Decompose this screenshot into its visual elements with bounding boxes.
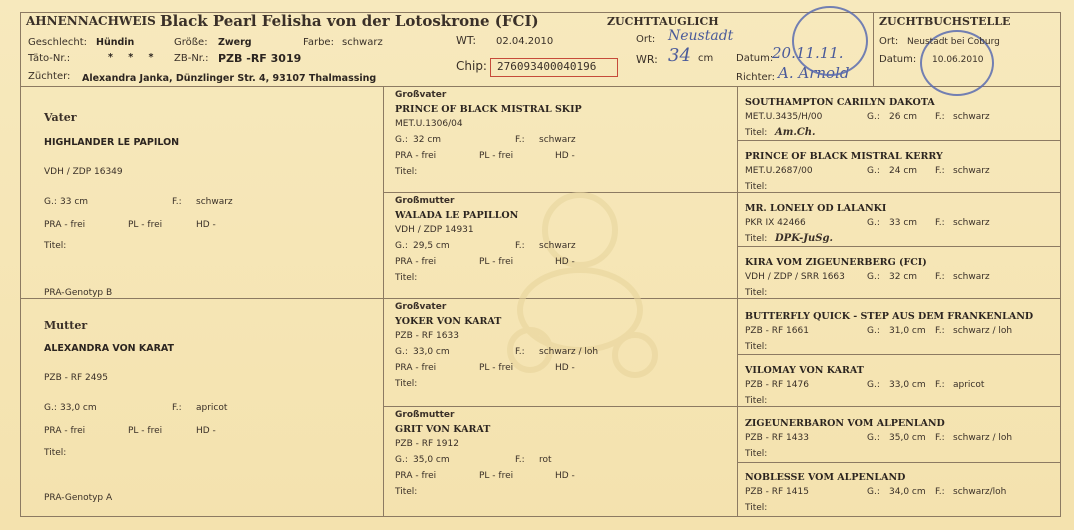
great-grandparent-g-value: 24 cm xyxy=(889,166,918,176)
mutter-f-label: F.: xyxy=(172,403,182,413)
grandparent-reg: VDH / ZDP 14931 xyxy=(395,225,474,235)
great-grandparent-titel: Titel: xyxy=(745,342,768,352)
great-grandparent-g-label: G.: xyxy=(867,112,880,122)
watermark-logo xyxy=(470,170,690,390)
great-grandparent-g-value: 32 cm xyxy=(889,272,918,282)
grandparent-pra: PRA - frei xyxy=(395,151,437,161)
ggp-divider-5 xyxy=(737,354,1060,355)
col-divider-1 xyxy=(383,86,384,516)
grandparent-reg: MET.U.1306/04 xyxy=(395,119,463,129)
grandparent-f-value: rot xyxy=(539,455,552,465)
great-grandparent-g-label: G.: xyxy=(867,218,880,228)
zb-value: PZB -RF 3019 xyxy=(218,52,302,65)
great-grandparent-f-label: F.: xyxy=(935,487,945,497)
parent-divider xyxy=(20,298,383,299)
grandparent-f-label: F.: xyxy=(515,347,525,357)
grandparent-pra: PRA - frei xyxy=(395,471,437,481)
vater-f-value: schwarz xyxy=(196,197,233,207)
ggp-divider-7 xyxy=(737,462,1060,463)
great-grandparent-name: ZIGEUNERBARON VOM ALPENLAND xyxy=(745,418,945,429)
great-grandparent-f-label: F.: xyxy=(935,272,945,282)
wt-label: WT: xyxy=(456,34,477,47)
vater-titel: Titel: xyxy=(44,241,67,251)
grandparent-pl: PL - frei xyxy=(479,151,514,161)
great-grandparent-f-label: F.: xyxy=(935,326,945,336)
great-grandparent-reg: PKR IX 42466 xyxy=(745,218,806,228)
great-grandparent-g-label: G.: xyxy=(867,166,880,176)
great-grandparent-name: PRINCE OF BLACK MISTRAL KERRY xyxy=(745,151,943,162)
mutter-hd: HD - xyxy=(196,426,216,436)
grandparent-titel: Titel: xyxy=(395,487,418,497)
grandparent-role: Großvater xyxy=(395,90,447,100)
ggp-divider-4 xyxy=(737,298,1060,299)
grandparent-hd: HD - xyxy=(555,471,575,481)
ggp-divider-1 xyxy=(737,140,1060,141)
great-grandparent-titel-value: Am.Ch. xyxy=(775,127,816,138)
mutter-g-label: G.: xyxy=(44,403,57,413)
grandparent-f-value: schwarz / loh xyxy=(539,347,599,357)
frame-bottom xyxy=(20,516,1061,517)
club-stamp-1 xyxy=(792,6,868,76)
vater-g-value: 33 cm xyxy=(60,197,89,207)
vater-genotyp: PRA-Genotyp B xyxy=(44,288,113,298)
document-title: AHNENNACHWEIS xyxy=(26,14,156,28)
great-grandparent-name: NOBLESSE VOM ALPENLAND xyxy=(745,472,906,483)
zt-wr-label: WR: xyxy=(636,53,658,66)
geschlecht-label: Geschlecht: xyxy=(28,37,88,48)
zt-wr-value: 34 xyxy=(668,45,691,66)
grandparent-titel: Titel: xyxy=(395,379,418,389)
zt-richter-label: Richter: xyxy=(736,72,775,83)
grandparent-f-value: schwarz xyxy=(539,135,576,145)
great-grandparent-reg: MET.U.3435/H/00 xyxy=(745,112,823,122)
chip-value: 276093400040196 xyxy=(497,60,597,73)
grandparent-pra: PRA - frei xyxy=(395,363,437,373)
grandparent-f-label: F.: xyxy=(515,455,525,465)
zt-ort-label: Ort: xyxy=(636,34,656,45)
mutter-reg: PZB - RF 2495 xyxy=(44,373,108,383)
grandparent-g-label: G.: xyxy=(395,241,408,251)
header-divider xyxy=(20,86,1060,87)
mutter-heading: Mutter xyxy=(44,319,88,332)
zb-label: ZB-Nr.: xyxy=(174,53,209,64)
grandparent-pra: PRA - frei xyxy=(395,257,437,267)
great-grandparent-titel: Titel: xyxy=(745,234,768,244)
great-grandparent-reg: PZB - RF 1476 xyxy=(745,380,809,390)
great-grandparent-f-label: F.: xyxy=(935,380,945,390)
wt-value: 02.04.2010 xyxy=(496,36,554,47)
great-grandparent-titel: Titel: xyxy=(745,182,768,192)
grandparent-g-label: G.: xyxy=(395,135,408,145)
geschlecht-value: Hündin xyxy=(96,37,135,48)
great-grandparent-titel: Titel: xyxy=(745,396,768,406)
grandparent-reg: PZB - RF 1633 xyxy=(395,331,459,341)
great-grandparent-f-value: schwarz xyxy=(953,166,990,176)
great-grandparent-reg: PZB - RF 1661 xyxy=(745,326,809,336)
farbe-label: Farbe: xyxy=(303,37,334,48)
frame-left xyxy=(20,12,21,517)
mutter-pra: PRA - frei xyxy=(44,426,86,436)
vater-cell xyxy=(44,111,77,124)
mutter-pl: PL - frei xyxy=(128,426,163,436)
great-grandparent-f-value: schwarz / loh xyxy=(953,326,1013,336)
great-grandparent-name: VILOMAY VON KARAT xyxy=(745,365,864,376)
grandparent-titel: Titel: xyxy=(395,273,418,283)
vater-f-label: F.: xyxy=(172,197,182,207)
grandparent-g-label: G.: xyxy=(395,455,408,465)
great-grandparent-g-label: G.: xyxy=(867,487,880,497)
grandparent-pl: PL - frei xyxy=(479,471,514,481)
grandparent-titel: Titel: xyxy=(395,167,418,177)
grandparent-f-label: F.: xyxy=(515,241,525,251)
great-grandparent-titel: Titel: xyxy=(745,449,768,459)
great-grandparent-name: SOUTHAMPTON CARILYN DAKOTA xyxy=(745,97,935,108)
grandparent-role: Großmutter xyxy=(395,196,455,206)
vater-pra: PRA - frei xyxy=(44,220,86,230)
great-grandparent-g-value: 35,0 cm xyxy=(889,433,926,443)
grandparent-reg: PZB - RF 1912 xyxy=(395,439,459,449)
zt-datum-value: 20.11.11. xyxy=(772,44,844,62)
zt-ort-value: Neustadt xyxy=(668,28,734,44)
zuchtbuchstelle-title: ZUCHTBUCHSTELLE xyxy=(879,15,1011,28)
mutter-genotyp: PRA-Genotyp A xyxy=(44,493,113,503)
great-grandparent-g-value: 33,0 cm xyxy=(889,380,926,390)
grandparent-f-value: schwarz xyxy=(539,241,576,251)
grandparent-g-value: 29,5 cm xyxy=(413,241,450,251)
great-grandparent-f-value: schwarz xyxy=(953,218,990,228)
great-grandparent-f-label: F.: xyxy=(935,112,945,122)
grandparent-name: GRIT VON KARAT xyxy=(395,424,491,435)
groesse-label: Größe: xyxy=(174,37,208,48)
zb-ort-value: Neustadt bei Coburg xyxy=(907,37,1000,47)
great-grandparent-g-label: G.: xyxy=(867,272,880,282)
great-grandparent-name: BUTTERFLY QUICK - STEP AUS DEM FRANKENLAND xyxy=(745,311,1034,322)
great-grandparent-f-value: schwarz xyxy=(953,272,990,282)
grandparent-name: PRINCE OF BLACK MISTRAL SKIP xyxy=(395,104,582,115)
grandparent-hd: HD - xyxy=(555,257,575,267)
grandparent-hd: HD - xyxy=(555,151,575,161)
taeto-label: Täto-Nr.: xyxy=(28,53,71,64)
great-grandparent-titel: Titel: xyxy=(745,128,768,138)
chip-label: Chip: xyxy=(456,59,487,73)
great-grandparent-g-label: G.: xyxy=(867,380,880,390)
grandparent-f-label: F.: xyxy=(515,135,525,145)
grandparent-g-value: 33,0 cm xyxy=(413,347,450,357)
grandparent-name: WALADA LE PAPILLON xyxy=(395,210,519,221)
great-grandparent-reg: MET.U.2687/00 xyxy=(745,166,813,176)
great-grandparent-g-value: 33 cm xyxy=(889,218,918,228)
mutter-titel: Titel: xyxy=(44,448,67,458)
zb-datum-value: 10.06.2010 xyxy=(932,55,984,65)
grandparent-pl: PL - frei xyxy=(479,257,514,267)
great-grandparent-f-label: F.: xyxy=(935,433,945,443)
great-grandparent-f-label: F.: xyxy=(935,218,945,228)
great-grandparent-reg: VDH / ZDP / SRR 1663 xyxy=(745,272,845,282)
grandparent-pl: PL - frei xyxy=(479,363,514,373)
vater-hd: HD - xyxy=(196,220,216,230)
farbe-value: schwarz xyxy=(342,37,383,48)
great-grandparent-f-label: F.: xyxy=(935,166,945,176)
great-grandparent-titel: Titel: xyxy=(745,503,768,513)
great-grandparent-g-value: 34,0 cm xyxy=(889,487,926,497)
great-grandparent-g-value: 31,0 cm xyxy=(889,326,926,336)
great-grandparent-name: MR. LONELY OD LALANKI xyxy=(745,203,887,214)
grandparent-g-label: G.: xyxy=(395,347,408,357)
zt-richter-value: A. Arnold xyxy=(778,64,850,82)
ggp-divider-6 xyxy=(737,406,1060,407)
vater-heading: Vater xyxy=(44,111,77,124)
great-grandparent-f-value: schwarz / loh xyxy=(953,433,1013,443)
mutter-f-value: apricot xyxy=(196,403,228,413)
zuechter-label: Züchter: xyxy=(28,71,71,82)
great-grandparent-f-value: schwarz/loh xyxy=(953,487,1007,497)
vater-g-label: G.: xyxy=(44,197,57,207)
col-divider-2 xyxy=(737,86,738,516)
groesse-value: Zwerg xyxy=(218,37,252,48)
grandparent-role: Großmutter xyxy=(395,410,455,420)
great-grandparent-f-value: apricot xyxy=(953,380,985,390)
great-grandparent-titel-value: DPK-JuSg. xyxy=(775,233,834,244)
ggp-divider-2 xyxy=(737,192,1060,193)
zuechter-value: Alexandra Janka, Dünzlinger Str. 4, 93107 Thalmassing xyxy=(82,73,377,84)
vater-name: HIGHLANDER LE PAPILON xyxy=(44,137,180,148)
vater-pl: PL - frei xyxy=(128,220,163,230)
grandparent-name: YOKER VON KARAT xyxy=(395,316,502,327)
ggp-divider-3 xyxy=(737,246,1060,247)
great-grandparent-g-label: G.: xyxy=(867,326,880,336)
vater-reg: VDH / ZDP 16349 xyxy=(44,167,123,177)
great-grandparent-reg: PZB - RF 1415 xyxy=(745,487,809,497)
great-grandparent-titel: Titel: xyxy=(745,288,768,298)
great-grandparent-g-value: 26 cm xyxy=(889,112,918,122)
great-grandparent-g-label: G.: xyxy=(867,433,880,443)
header-divider-v xyxy=(873,12,874,86)
taeto-value: * * * xyxy=(108,52,160,63)
great-grandparent-reg: PZB - RF 1433 xyxy=(745,433,809,443)
great-grandparent-name: KIRA VOM ZIGEUNERBERG (FCI) xyxy=(745,257,927,268)
zb-ort-label: Ort: xyxy=(879,36,899,47)
mutter-g-value: 33,0 cm xyxy=(60,403,97,413)
frame-right xyxy=(1060,12,1061,517)
dog-name: Black Pearl Felisha von der Lotoskrone (FCI) xyxy=(160,12,539,30)
great-grandparent-f-value: schwarz xyxy=(953,112,990,122)
grandparent-role: Großvater xyxy=(395,302,447,312)
zb-datum-label: Datum: xyxy=(879,54,917,65)
zuchttauglich-title: ZUCHTTAUGLICH xyxy=(607,15,719,28)
grandparent-g-value: 32 cm xyxy=(413,135,442,145)
gp-divider-3 xyxy=(383,406,737,407)
mutter-name: ALEXANDRA VON KARAT xyxy=(44,343,175,354)
zt-datum-label: Datum: xyxy=(736,53,774,64)
grandparent-g-value: 35,0 cm xyxy=(413,455,450,465)
zt-wr-unit: cm xyxy=(698,53,714,64)
grandparent-hd: HD - xyxy=(555,363,575,373)
